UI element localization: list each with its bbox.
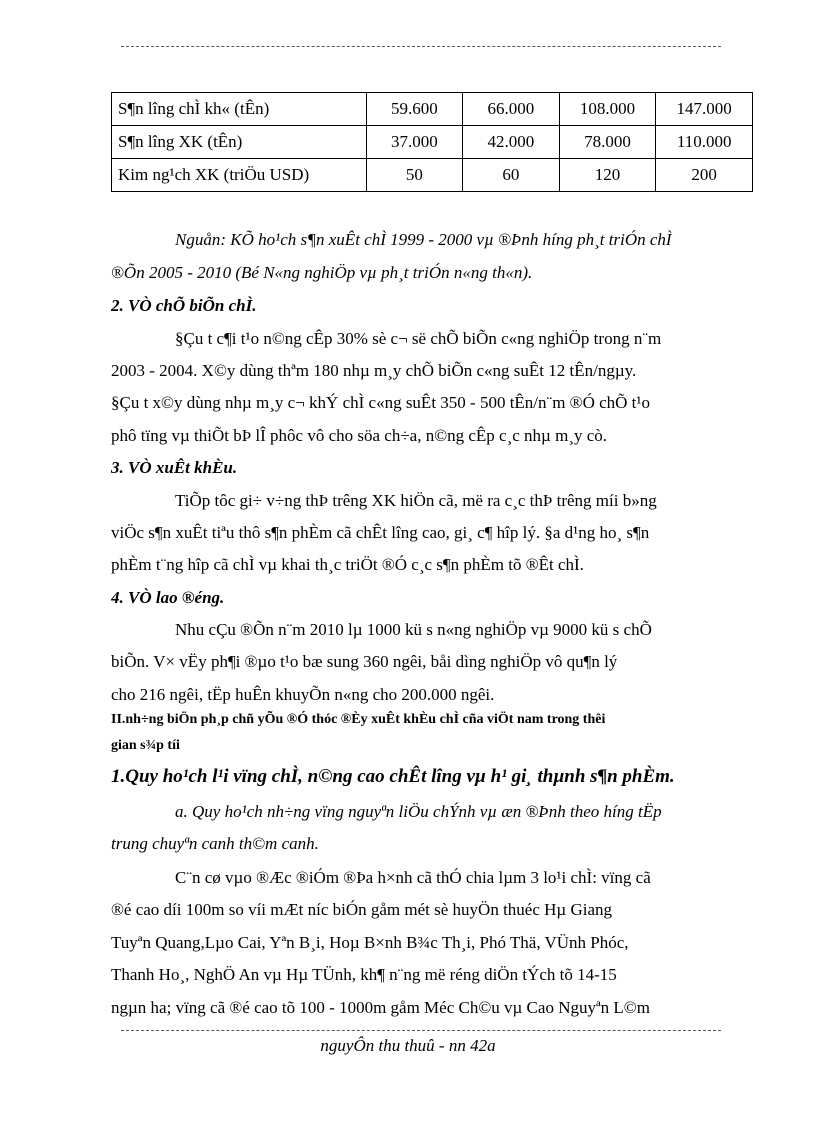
body-line: C¨n cø vµo ®Æc ®iÓm ®Þa h×nh cã thÓ chia lµm 3 lo¹i chÌ: vïng cã [175,868,651,887]
body-line: TiÕp tôc gi÷ v÷ng thÞ trêng XK hiÖn cã, më ra c¸c thÞ trêng míi b»ng [175,491,657,510]
table-cell: 42.000 [463,126,560,159]
table-row [112,93,753,126]
section-heading-labor: 4. VÒ lao ®éng. [111,588,225,607]
footer-rule [121,1030,721,1031]
body-line: Tuyªn Quang,Lµo Cai, Yªn B¸i, Hoµ B×nh B¾c Th¸i, Phó Thä, VÜnh Phóc, [111,933,629,952]
body-line: 2003 - 2004. X©y dùng thªm 180 nhµ m¸y chÕ biÕn c«ng suÊt 12 tÊn/ngµy. [111,361,637,380]
header-rule [121,46,721,47]
table-cell: 147.000 [656,93,753,126]
body-line: §Çu t c¶i t¹o n©ng cÊp 30% sè c¬ së chÕ biÕn c«ng nghiÖp trong n¨m [175,329,662,348]
row-label: Kim ng¹ch XK (triÖu USD) [112,159,367,192]
table-row [112,126,753,159]
body-line: Thanh Ho¸, NghÖ An vµ Hµ TÜnh, kh¶ n¨ng më réng diÖn tÝch tõ 14-15 [111,965,617,984]
sub-item-heading-cont: trung chuyªn canh th©m canh. [111,834,319,853]
source-note: Nguån: KÕ ho¹ch s¶n xuÊt chÌ 1999 - 2000 vµ ®Þnh híng ph¸t triÓn chÌ [175,230,672,249]
body-line: ngµn ha; vïng cã ®é cao tõ 100 - 1000m gåm Méc Ch©u vµ Cao Nguyªn L©m [111,998,650,1017]
section-heading-export: 3. VÒ xuÊt khÈu. [111,458,238,477]
table-cell: 110.000 [656,126,753,159]
table-cell: 200 [656,159,753,192]
chapter-heading: II.nh÷ng biÖn ph¸p chñ yÕu ®Ó thóc ®Èy xuÊt khÈu chÌ cña viÖt nam trong thêi [111,712,606,727]
table-cell: 37.000 [366,126,463,159]
table-cell: 66.000 [463,93,560,126]
body-line: Nhu cÇu ®Õn n¨m 2010 lµ 1000 kü s n«ng nghiÖp vµ 9000 kü s chÕ [175,620,652,639]
table-cell: 120 [559,159,656,192]
section-heading-processing: 2. VÒ chÕ biÕn chÌ. [111,296,257,315]
body-line: biÕn. V× vËy ph¶i ®µo t¹o bæ sung 360 ngêi, båi dìng nghiÖp vô qu¶n lý [111,652,618,671]
table-cell: 60 [463,159,560,192]
table-cell: 59.600 [366,93,463,126]
body-line: phÈm t¨ng hîp cã chÌ vµ khai th¸c triÖt ®Ó c¸c s¶n phÈm tõ ®Êt chÌ. [111,555,584,574]
source-note-cont: ®Õn 2005 - 2010 (Bé N«ng nghiÖp vµ ph¸t triÓn n«ng th«n). [111,263,533,282]
table-cell: 78.000 [559,126,656,159]
sub-item-heading: a. Quy ho¹ch nh÷ng vïng nguyªn liÖu chÝnh vµ æn ®Þnh theo híng tËp [175,802,662,821]
table-row [112,159,753,192]
table-cell: 50 [366,159,463,192]
page-footer: nguyÔn thu thuû - nn 42a [320,1036,496,1055]
row-label: S¶n lîng chÌ kh« (tÊn) [112,93,367,126]
subsection-heading: 1.Quy ho¹ch l¹i vïng chÌ, n©ng cao chÊt lîng vµ h¹ gi¸ thµnh s¶n phÈm. [111,766,675,787]
chapter-heading-cont: gian s¾p tíi [111,738,180,753]
table-cell: 108.000 [559,93,656,126]
body-line: §Çu t x©y dùng nhµ m¸y c¬ khÝ chÌ c«ng suÊt 350 - 500 tÊn/n¨m ®Ó chÕ t¹o [111,393,651,412]
body-line: viÖc s¶n xuÊt tiªu thô s¶n phÈm cã chÊt lîng cao, gi¸ c¶ hîp lý. §a d¹ng ho¸ s¶n [111,523,650,542]
body-line: phô tïng vµ thiÕt bÞ lÎ phôc vô cho söa ch÷a, n©ng cÊp c¸c nhµ m¸y cò. [111,426,608,445]
body-line: ®é cao díi 100m so víi mÆt níc biÓn gåm mét sè huyÖn thuéc Hµ Giang [111,900,612,919]
export-table [111,92,753,192]
row-label: S¶n lîng XK (tÊn) [112,126,367,159]
body-line: cho 216 ngêi, tËp huÊn khuyÕn n«ng cho 200.000 ngêi. [111,685,495,704]
